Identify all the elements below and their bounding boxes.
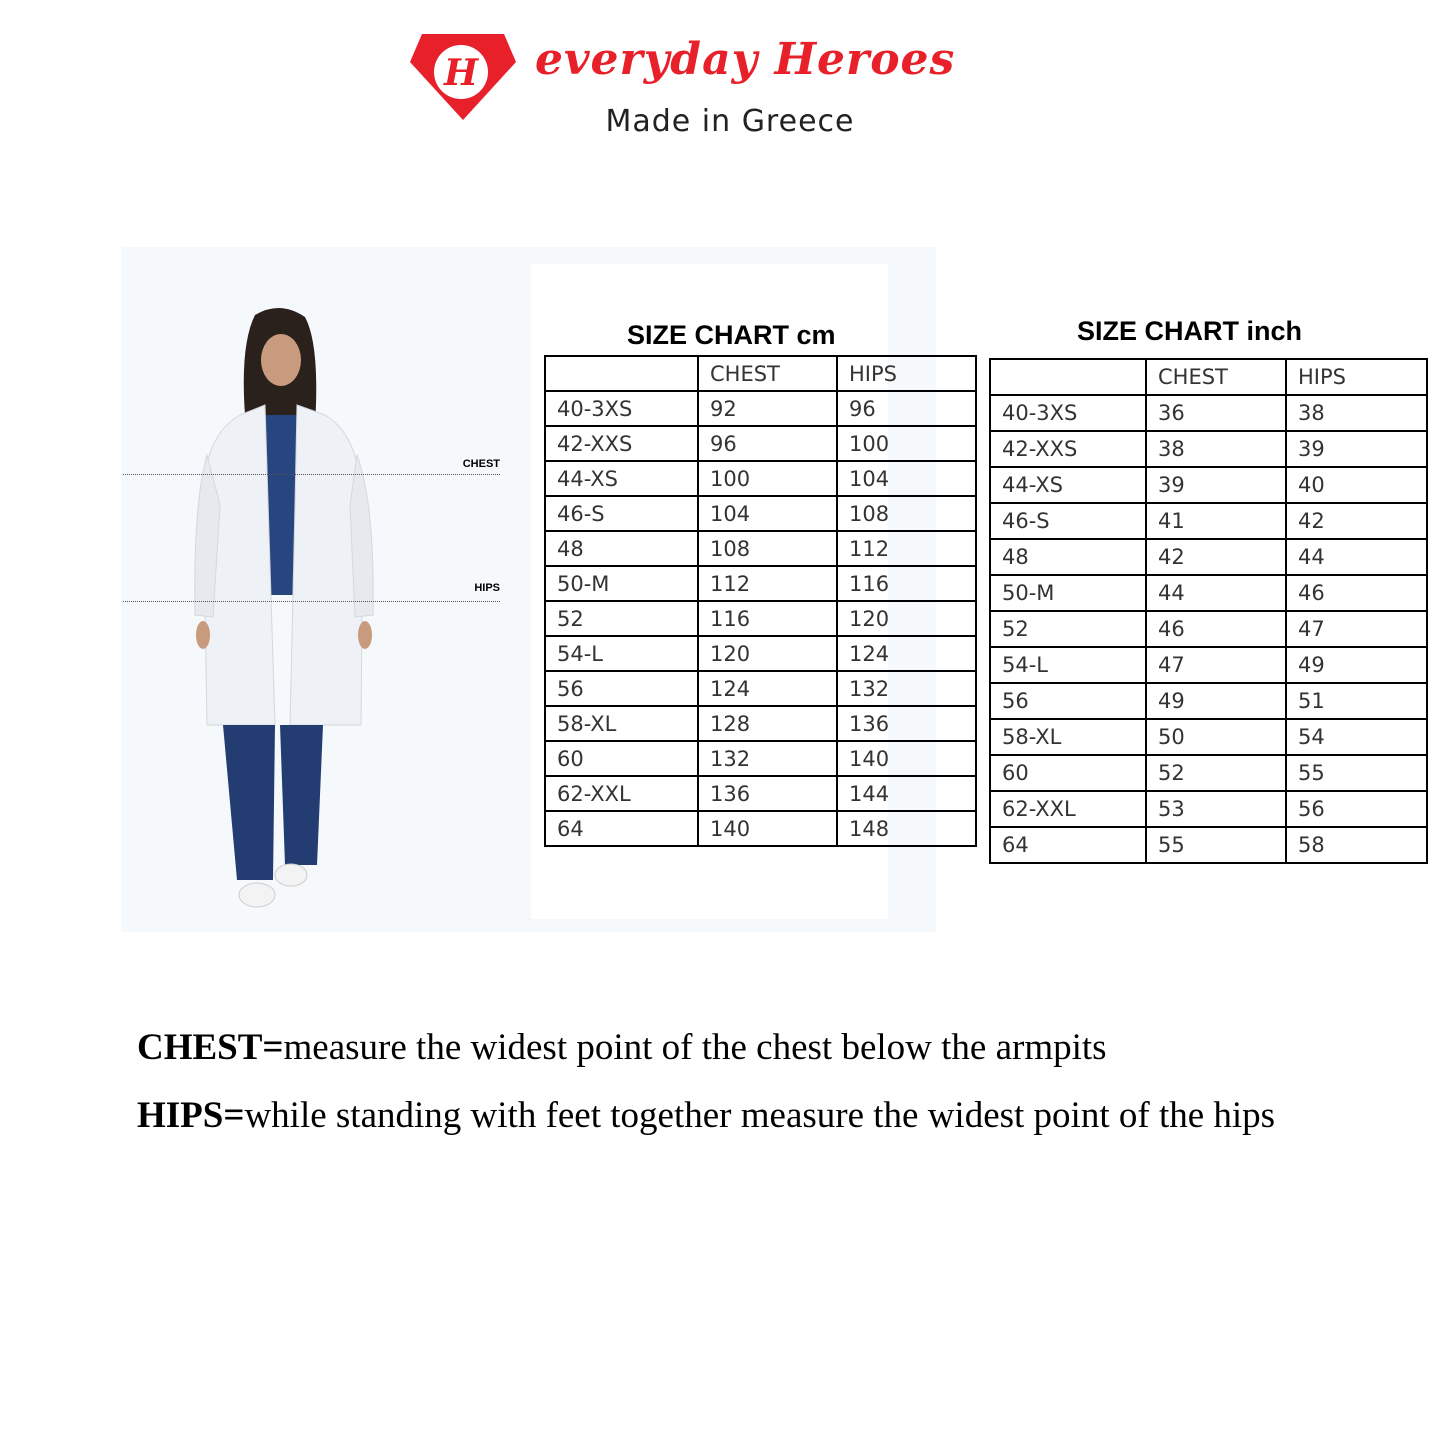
- size-cell: 52: [990, 611, 1146, 647]
- table-row: [990, 575, 1427, 611]
- hips-cell: 100: [837, 426, 976, 461]
- size-cell: 42-XXS: [990, 431, 1146, 467]
- chest-cell: 128: [698, 706, 837, 741]
- chest-cell: 92: [698, 391, 837, 426]
- hips-cell: 47: [1286, 611, 1427, 647]
- hips-cell: 40: [1286, 467, 1427, 503]
- cm-chart-title: SIZE CHART cm: [627, 320, 836, 350]
- svg-text:H: H: [443, 52, 479, 94]
- table-row: [990, 827, 1427, 863]
- table-row: [545, 461, 976, 496]
- chest-cell: 38: [1146, 431, 1286, 467]
- size-cell: 42-XXS: [545, 426, 698, 461]
- hips-cell: 96: [837, 391, 976, 426]
- chest-cell: 100: [698, 461, 837, 496]
- table-row: [545, 531, 976, 566]
- size-cell: 58-XL: [990, 719, 1146, 755]
- hips-note-term: HIPS=: [137, 1095, 245, 1136]
- chest-cell: 140: [698, 811, 837, 846]
- hips-measure-label: HIPS: [474, 582, 500, 594]
- chest-cell: 116: [698, 601, 837, 636]
- chest-cell: 112: [698, 566, 837, 601]
- hips-cell: 120: [837, 601, 976, 636]
- brand-name: everyday Heroes: [535, 34, 956, 85]
- chest-cell: 96: [698, 426, 837, 461]
- chest-cell: 36: [1146, 395, 1286, 431]
- chest-cell: 49: [1146, 683, 1286, 719]
- size-cell: 44-XS: [990, 467, 1146, 503]
- header-cell: CHEST: [1146, 359, 1286, 395]
- size-cell: 60: [545, 741, 698, 776]
- hips-cell: 54: [1286, 719, 1427, 755]
- table-row: [545, 391, 976, 426]
- size-cell: 62-XXL: [990, 791, 1146, 827]
- hips-cell: 58: [1286, 827, 1427, 863]
- table-row: [990, 467, 1427, 503]
- hips-cell: 132: [837, 671, 976, 706]
- hips-cell: 55: [1286, 755, 1427, 791]
- tagline: Made in Greece: [605, 104, 855, 139]
- table-row: [990, 611, 1427, 647]
- chest-cell: 108: [698, 531, 837, 566]
- hips-cell: 42: [1286, 503, 1427, 539]
- table-row: [545, 811, 976, 846]
- hips-cell: 44: [1286, 539, 1427, 575]
- size-cell: 56: [545, 671, 698, 706]
- size-cell: 46-S: [545, 496, 698, 531]
- table-row: [545, 706, 976, 741]
- chest-cell: 52: [1146, 755, 1286, 791]
- size-cell: 54-L: [545, 636, 698, 671]
- table-row: [990, 719, 1427, 755]
- hips-cell: 148: [837, 811, 976, 846]
- size-cell: 50-M: [545, 566, 698, 601]
- table-row: [545, 426, 976, 461]
- table-row: [545, 496, 976, 531]
- chest-cell: 104: [698, 496, 837, 531]
- size-cell: 60: [990, 755, 1146, 791]
- table-header-row: [545, 356, 976, 391]
- chest-note-term: CHEST=: [137, 1027, 284, 1068]
- chest-measure-line: [123, 474, 500, 475]
- size-cell: 50-M: [990, 575, 1146, 611]
- size-cell: 54-L: [990, 647, 1146, 683]
- size-cell: 48: [990, 539, 1146, 575]
- hips-cell: 140: [837, 741, 976, 776]
- table-row: [990, 431, 1427, 467]
- hero-shield-logo-icon: [408, 30, 518, 122]
- chest-cell: 42: [1146, 539, 1286, 575]
- chest-cell: 50: [1146, 719, 1286, 755]
- hips-cell: 49: [1286, 647, 1427, 683]
- size-cell: 52: [545, 601, 698, 636]
- cm-size-table: [544, 355, 977, 847]
- size-cell: 48: [545, 531, 698, 566]
- size-cell: 46-S: [990, 503, 1146, 539]
- size-cell: 40-3XS: [545, 391, 698, 426]
- table-row: [990, 791, 1427, 827]
- size-cell: 40-3XS: [990, 395, 1146, 431]
- table-row: [545, 601, 976, 636]
- size-cell: 44-XS: [545, 461, 698, 496]
- hips-cell: 56: [1286, 791, 1427, 827]
- chest-cell: 136: [698, 776, 837, 811]
- table-row: [545, 566, 976, 601]
- hips-cell: 46: [1286, 575, 1427, 611]
- chest-cell: 39: [1146, 467, 1286, 503]
- chest-cell: 46: [1146, 611, 1286, 647]
- table-header-row: [990, 359, 1427, 395]
- hips-measure-line: [123, 601, 500, 602]
- hips-cell: 112: [837, 531, 976, 566]
- chest-cell: 132: [698, 741, 837, 776]
- hips-cell: 104: [837, 461, 976, 496]
- table-row: [990, 755, 1427, 791]
- table-row: [990, 647, 1427, 683]
- table-row: [545, 776, 976, 811]
- chest-cell: 55: [1146, 827, 1286, 863]
- table-row: [990, 395, 1427, 431]
- table-row: [545, 636, 976, 671]
- chest-note-text: measure the widest point of the chest below the armpits: [283, 1027, 1107, 1068]
- size-cell: 64: [545, 811, 698, 846]
- size-cell: 62-XXL: [545, 776, 698, 811]
- hips-cell: 39: [1286, 431, 1427, 467]
- table-row: [545, 741, 976, 776]
- model-figure: [185, 305, 385, 915]
- size-cell: 64: [990, 827, 1146, 863]
- table-row: [990, 503, 1427, 539]
- chest-cell: 124: [698, 671, 837, 706]
- header-cell: HIPS: [1286, 359, 1427, 395]
- header-cell: CHEST: [698, 356, 837, 391]
- hips-cell: 51: [1286, 683, 1427, 719]
- header-cell: HIPS: [837, 356, 976, 391]
- size-cell: 58-XL: [545, 706, 698, 741]
- chest-measure-label: CHEST: [462, 458, 500, 470]
- hips-note-text: while standing with feet together measure the widest point of the hips: [244, 1095, 1276, 1136]
- inch-size-table: [989, 358, 1428, 864]
- hips-cell: 144: [837, 776, 976, 811]
- table-row: [990, 683, 1427, 719]
- size-cell: 56: [990, 683, 1146, 719]
- table-row: [545, 671, 976, 706]
- hips-cell: 116: [837, 566, 976, 601]
- hips-note: [137, 1094, 1275, 1137]
- chest-cell: 53: [1146, 791, 1286, 827]
- table-row: [990, 539, 1427, 575]
- chest-note: [137, 1026, 1107, 1069]
- hips-cell: 108: [837, 496, 976, 531]
- hips-cell: 124: [837, 636, 976, 671]
- header-cell: [545, 356, 698, 391]
- chest-cell: 120: [698, 636, 837, 671]
- chest-cell: 44: [1146, 575, 1286, 611]
- hips-cell: 136: [837, 706, 976, 741]
- chest-cell: 41: [1146, 503, 1286, 539]
- hips-cell: 38: [1286, 395, 1427, 431]
- chest-cell: 47: [1146, 647, 1286, 683]
- header-cell: [990, 359, 1146, 395]
- inch-chart-title: SIZE CHART inch: [1077, 316, 1303, 346]
